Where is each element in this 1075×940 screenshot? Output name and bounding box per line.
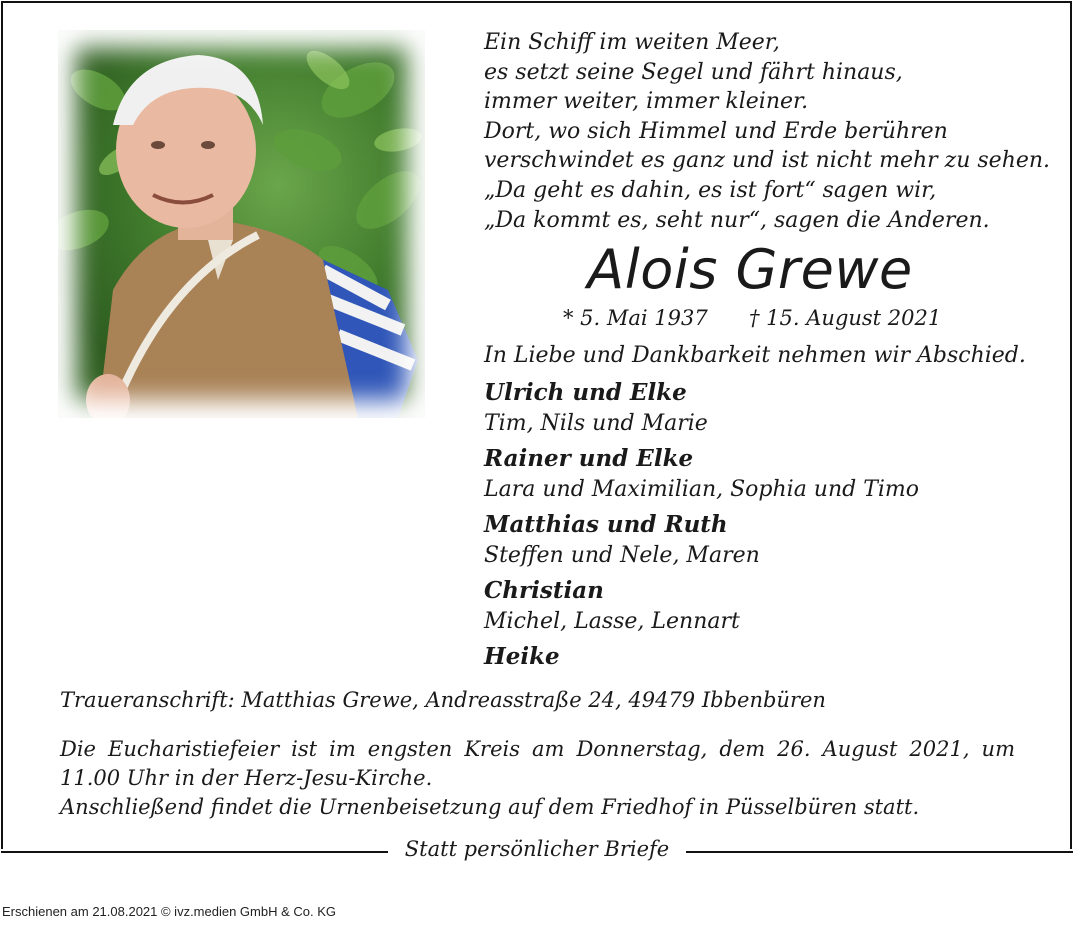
footer-note: Statt persönlicher Briefe (404, 837, 670, 861)
publisher-credit: Erschienen am 21.08.2021 © ivz.medien GmbH & Co. KG (2, 904, 337, 919)
family-head: Christian (484, 577, 604, 604)
mourning-address: Traueranschrift: Matthias Grewe, Andreasstraße 24, 49479 Ibbenbüren (60, 688, 826, 712)
portrait-photo (58, 30, 425, 418)
poem-line: es setzt seine Segel und fährt hinaus, (484, 59, 903, 85)
service-info (60, 735, 1015, 822)
death-date: † 15. August 2021 (749, 306, 942, 330)
family-members: Steffen und Nele, Maren (484, 543, 760, 568)
portrait-illustration (58, 30, 425, 418)
divider-left (1, 851, 388, 853)
family-list (484, 377, 919, 673)
family-members: Lara und Maximilian, Sophia und Timo (484, 477, 920, 502)
poem-line: „Da geht es dahin, es ist fort“ sagen wir, (484, 177, 937, 203)
family-head: Matthias und Ruth (484, 511, 728, 538)
family-head: Rainer und Elke (484, 445, 694, 472)
poem-line: Ein Schiff im weiten Meer, (484, 30, 780, 55)
poem-line: verschwindet es ganz und ist nicht mehr zu sehen. (484, 148, 1051, 174)
poem (484, 28, 1050, 235)
service-line: Anschließend findet die Urnenbeisetzung auf dem Friedhof in Püsselbüren statt. (60, 795, 920, 819)
poem-line: Dort, wo sich Himmel und Erde berühren (484, 118, 948, 144)
divider-right (686, 851, 1073, 853)
service-line: 11.00 Uhr in der Herz-Jesu-Kirche. (60, 766, 433, 790)
poem-line: immer weiter, immer kleiner. (484, 89, 809, 115)
birth-date: * 5. Mai 1937 (563, 306, 708, 330)
family-members: Michel, Lasse, Lennart (484, 609, 740, 634)
poem-line: „Da kommt es, seht nur“, sagen die Anderen. (484, 207, 990, 233)
family-head: Ulrich und Elke (484, 379, 687, 406)
service-line: Die Eucharistiefeier ist im engsten Kreis am Donnerstag, dem 26. August 2021, um (60, 737, 1015, 761)
family-members: Tim, Nils und Marie (484, 411, 708, 436)
deceased-name: Alois Grewe (587, 238, 913, 301)
family-head: Heike (484, 643, 560, 670)
farewell-line: In Liebe und Dankbarkeit nehmen wir Abschied. (484, 343, 1026, 368)
